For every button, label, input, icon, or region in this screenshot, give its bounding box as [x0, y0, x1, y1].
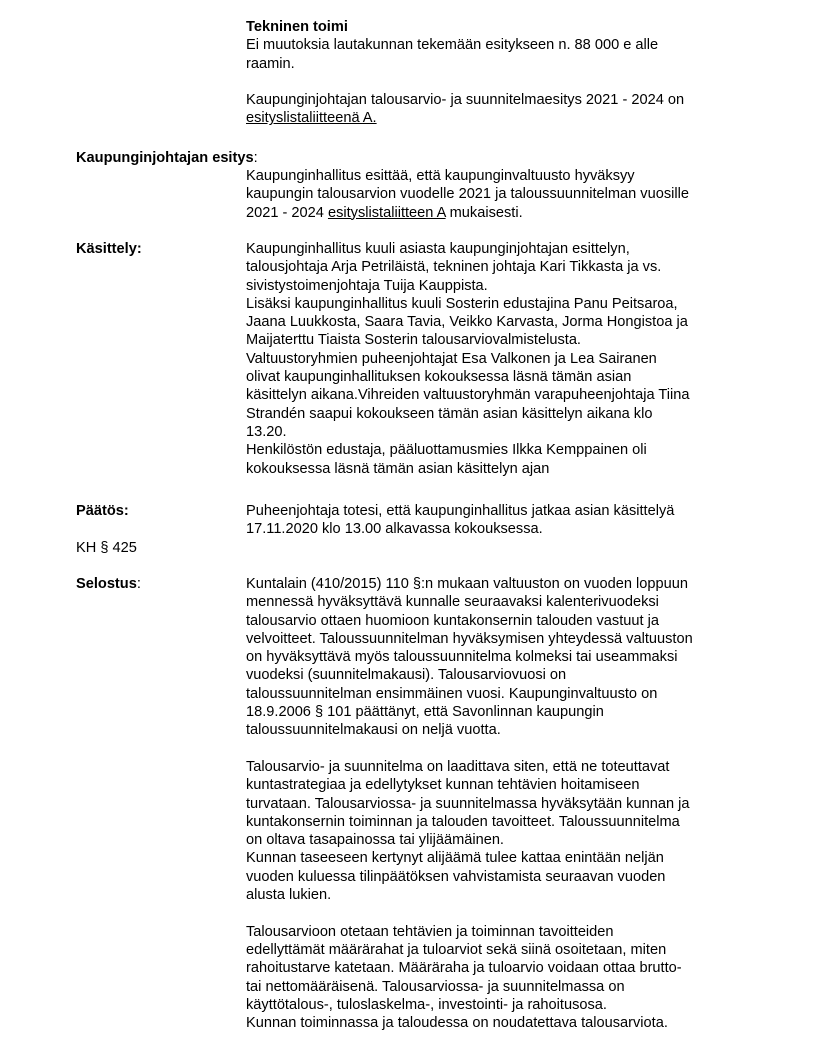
selostus-line: Kunnan taseeseen kertynyt alijäämä tulee kattaa enintään neljän — [246, 850, 664, 867]
kasittely-line: Henkilöstön edustaja, pääluottamusmies Ilkka Kemppainen oli — [246, 442, 647, 459]
kasittely-line: Strandén saapui kokoukseen tämän asian käsittelyn aikana klo — [246, 405, 653, 422]
selostus-line: tai nettomääräisenä. Talousarviossa- ja suunnitelmassa on — [246, 978, 625, 995]
kasittely-body — [246, 240, 746, 478]
esitys-label: Kaupunginjohtajan esitys: — [76, 150, 258, 166]
selostus-line: 18.9.2006 § 101 päättänyt, että Savonlinnan kaupungin — [246, 704, 604, 721]
selostus-line: velvoitteet. Taloussuunnitelman hyväksymisen yhteydessä valtuuston — [246, 630, 693, 647]
paatos-label: Päätös: — [76, 503, 129, 519]
esitys-body: Kaupunginhallitus esittää, että kaupunginvaltuusto hyväksyy kaupungin talousarvion vuodelle 2021 ja taloussuunnitelman vuosille 2021 - 2024 esityslistaliitteen A mukaisesti. — [246, 167, 746, 222]
selostus-line: alusta lukien. — [246, 887, 332, 904]
selostus-line: Talousarvio- ja suunnitelma on laadittava siten, että ne toteuttavat — [246, 758, 670, 775]
esitys-line: kaupungin talousarvion vuodelle 2021 ja taloussuunnitelman vuosille — [246, 186, 689, 203]
selostus-line: Kuntalain (410/2015) 110 §:n mukaan valtuuston on vuoden loppuun — [246, 576, 688, 592]
selostus-line: on hyväksyttävä myös taloussuunnitelma kolmeksi tai useammaksi — [246, 649, 678, 666]
selostus-line: turvataan. Talousarviossa- ja suunnitelmassa hyväksytään kunnan ja — [246, 795, 690, 812]
tekninen-esitys-text: Kaupunginjohtajan talousarvio- ja suunnitelmaesitys 2021 - 2024 on — [246, 92, 685, 109]
selostus-label: Selostus: — [76, 576, 141, 592]
selostus-line: kuntakonsernin toiminnan ja talouden tavoitteet. Taloussuunnitelma — [246, 813, 680, 830]
kasittely-line: 13.20. — [246, 423, 287, 440]
kasittely-line: sivistystoimenjohtaja Tuija Kauppista. — [246, 277, 488, 294]
kasittely-line: talousjohtaja Arja Petriläistä, tekninen johtaja Kari Tikkasta ja vs. — [246, 259, 662, 276]
paatos-body — [246, 502, 746, 539]
tekninen-section — [246, 18, 746, 128]
selostus-line: Talousarvioon otetaan tehtävien ja toiminnan tavoitteiden — [246, 923, 614, 940]
selostus-line: talousarvio ottaen huomioon kuntakonsernin talouden vastuut ja — [246, 612, 659, 629]
selostus-line: kuntastrategiaa ja edellytykset kunnan tehtävien hoitamiseen — [246, 777, 640, 794]
kasittely-line: Maijaterttu Tiaista Sosterin talousarviovalmistelusta. — [246, 332, 581, 349]
kasittely-line: Jaana Luukkosta, Saara Tavia, Veikko Karvasta, Jorma Hongistoa ja — [246, 314, 688, 331]
kasittely-label: Käsittely: — [76, 241, 142, 257]
kasittely-line: olivat kaupunginhallituksen kokouksessa läsnä tämän asian — [246, 369, 632, 386]
selostus-line: käyttötalous-, tuloslaskelma-, investointi- ja rahoitusosa. — [246, 996, 607, 1013]
selostus-line: Kunnan toiminnassa ja taloudessa on noudatettava talousarviota. — [246, 1015, 668, 1032]
selostus-line: on oltava tasapainossa tai ylijäämäinen. — [246, 832, 504, 849]
selostus-line: edellyttämät määrärahat ja tuloarviot sekä siinä osoitetaan, miten — [246, 941, 667, 958]
selostus-body — [246, 575, 746, 1032]
selostus-line: rahoitustarve katetaan. Määräraha ja tuloarvio voidaan ottaa brutto- — [246, 960, 682, 977]
kasittely-line: käsittelyn aikana.Vihreiden valtuustoryhmän varapuheenjohtaja Tiina — [246, 387, 690, 404]
attachment-link[interactable]: esityslistaliitteenä A. — [246, 110, 377, 127]
selostus-line: taloussuunnitelman ensimmäinen vuosi. Kaupunginvaltuusto on — [246, 685, 658, 702]
paatos-line: 17.11.2020 klo 13.00 alkavassa kokouksessa. — [246, 521, 543, 538]
tekninen-heading: Tekninen toimi — [246, 19, 348, 35]
tekninen-line: Ei muutoksia lautakunnan tekemään esitykseen n. 88 000 e alle — [246, 37, 659, 54]
attachment-link[interactable]: esityslistaliitteen A — [327, 204, 446, 221]
tekninen-line: raamin. — [246, 55, 295, 72]
selostus-line: taloussuunnitelmakausi on neljä vuotta. — [246, 722, 501, 739]
selostus-line: mennessä hyväksyttävä kunnalle seuraavaksi kalenterivuodeksi — [246, 594, 659, 611]
kasittely-line: kokouksessa läsnä tämän asian käsittelyn ajan — [246, 460, 550, 477]
kasittely-line: Lisäksi kaupunginhallitus kuuli Sosterin edustajina Panu Peitsaroa, — [246, 295, 678, 312]
selostus-line: vuodeksi (suunnitelmakausi). Talousarviovuosi on — [246, 667, 567, 684]
kasittely-line: Valtuustoryhmien puheenjohtajat Esa Valkonen ja Lea Sairanen — [246, 350, 657, 367]
kasittely-line: Kaupunginhallitus kuuli asiasta kaupunginjohtajan esittelyn, — [246, 241, 630, 257]
kh-reference: KH § 425 — [76, 540, 137, 556]
paatos-line: Puheenjohtaja totesi, että kaupunginhallitus jatkaa asian käsittelyä — [246, 503, 675, 519]
esitys-line: Kaupunginhallitus esittää, että kaupunginvaltuusto hyväksyy — [246, 168, 635, 184]
selostus-line: vuoden kuluessa tilinpäätöksen vahvistamista seuraavan vuoden — [246, 868, 666, 885]
